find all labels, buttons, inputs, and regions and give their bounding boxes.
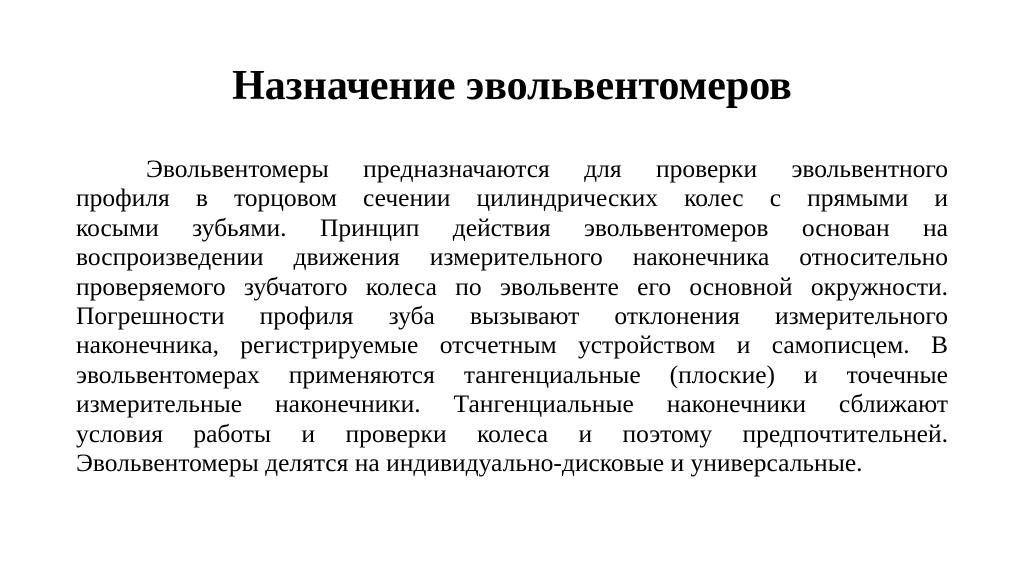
body-line: измерительные наконечники. Тангенциальные наконечники сближают: [76, 389, 948, 419]
body-line: Погрешности профиля зуба вызывают отклонения измерительного: [76, 300, 948, 330]
body-line: условия работы и проверки колеса и поэтому предпочтительней.: [76, 418, 948, 448]
body-line: проверяемого зубчатого колеса по эвольвенте его основной окружности.: [76, 271, 948, 301]
body-line: косыми зубьями. Принцип действия эвольвентомеров основан на: [76, 212, 948, 242]
slide-title: Назначение эвольвентомеров: [232, 63, 792, 109]
body-line: Эвольвентомеры предназначаются для проверки эвольвентного: [146, 154, 948, 183]
body-line: воспроизведении движения измерительного наконечника относительно: [76, 242, 948, 272]
body-line: наконечника, регистрируемые отсчетным устройством и самописцем. В: [76, 330, 948, 360]
slide-body-text: [76, 154, 948, 477]
body-line: Эвольвентомеры делятся на индивидуально-дисковые и универсальные.: [76, 447, 863, 477]
body-line: профиля в торцовом сечении цилиндрических колес с прямыми и: [76, 183, 948, 213]
body-line: эвольвентомерах применяются тангенциальные (плоские) и точечные: [76, 359, 948, 389]
